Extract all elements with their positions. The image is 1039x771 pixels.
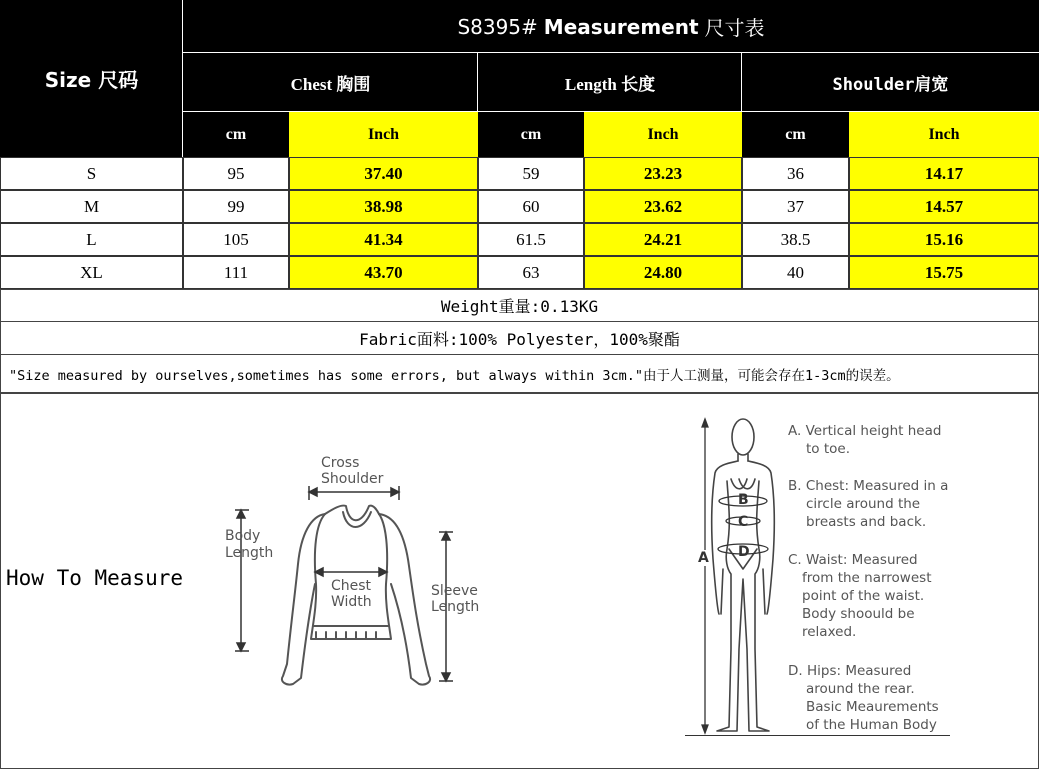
note-c-line: C. Waist: Measured: [788, 552, 918, 568]
marker-d: D: [738, 544, 750, 560]
unit-label: cm: [225, 125, 247, 143]
unit-label: Inch: [647, 125, 679, 143]
unit-inch-shoulder: [849, 112, 1039, 157]
unit-inch-length: [584, 112, 742, 157]
inch-value-cell: 15.16: [849, 223, 1039, 256]
unit-cm-chest: [183, 112, 289, 157]
cm-value-cell: 105: [183, 223, 289, 256]
human-body-diagram: [691, 409, 791, 739]
unit-cm-length: [478, 112, 584, 157]
note-a: [788, 422, 941, 458]
inch-value-cell: 23.62: [584, 190, 742, 223]
cm-value-cell: 60: [478, 190, 584, 223]
unit-inch-chest: [289, 112, 478, 157]
width-label: Width: [331, 594, 372, 610]
title-main: Measurement: [543, 14, 699, 39]
body-label: Body: [225, 528, 261, 544]
note-text: "Size measured by ourselves,sometimes has some errors, but always within 3cm."由于人工测量，可能会存在1-3cm的误差。: [9, 367, 900, 384]
chart-title: [183, 0, 1039, 53]
inch-value-cell: 38.98: [289, 190, 478, 223]
inch-value-cell: 41.34: [289, 223, 478, 256]
note-c-line: point of the waist.: [802, 588, 925, 604]
note-row: [0, 355, 1039, 393]
cm-value-cell: 99: [183, 190, 289, 223]
unit-label: cm: [785, 125, 806, 143]
how-to-measure-label: How To Measure: [6, 566, 184, 590]
how-to-measure-panel: [0, 393, 1039, 769]
sleeve-label: Sleeve: [431, 583, 478, 599]
note-c-line: from the narrowest: [802, 570, 932, 586]
note-b: [788, 477, 948, 531]
cm-value-cell: 59: [478, 157, 584, 190]
note-d-line: of the Human Body: [806, 717, 937, 733]
title-code: S8395#: [457, 14, 538, 39]
group-chest: [183, 53, 478, 112]
cm-value-cell: 61.5: [478, 223, 584, 256]
size-header: [0, 0, 183, 157]
size-cell: XL: [0, 256, 183, 289]
group-length: [478, 53, 742, 112]
inch-value-cell: 14.17: [849, 157, 1039, 190]
inch-value-cell: 23.23: [584, 157, 742, 190]
inch-value-cell: 14.57: [849, 190, 1039, 223]
note-c: [788, 551, 931, 641]
unit-label: Inch: [928, 125, 960, 143]
weight-text: Weight重量:0.13KG: [440, 297, 599, 316]
sweater-labels: [225, 455, 479, 615]
cm-value-cell: 38.5: [742, 223, 849, 256]
note-b-line: breasts and back.: [806, 514, 927, 530]
size-cell: L: [0, 223, 183, 256]
note-d-line: Basic Meaurements: [806, 699, 939, 715]
unit-label: Inch: [367, 125, 400, 143]
title-cn: 尺寸表: [704, 16, 765, 40]
note-a-line: A. Vertical height head: [788, 423, 942, 439]
size-header-label: Size 尺码: [44, 68, 139, 92]
cm-value-cell: 36: [742, 157, 849, 190]
cross-label: Cross: [321, 455, 360, 471]
note-d-line: around the rear.: [806, 681, 915, 697]
note-d-line: D. Hips: Measured: [788, 663, 912, 679]
marker-c: C: [738, 514, 749, 530]
sweater-diagram: [221, 454, 491, 694]
cm-value-cell: 37: [742, 190, 849, 223]
unit-cm-shoulder: [742, 112, 849, 157]
inch-value-cell: 43.70: [289, 256, 478, 289]
sleeve-length-label: Length: [431, 599, 480, 615]
inch-value-cell: 15.75: [849, 256, 1039, 289]
inch-value-cell: 37.40: [289, 157, 478, 190]
body-baseline: [685, 735, 950, 736]
size-cell: S: [0, 157, 183, 190]
chest-label: Chest: [331, 578, 372, 594]
note-a-line: to toe.: [806, 441, 850, 457]
cm-value-cell: 95: [183, 157, 289, 190]
cm-value-cell: 111: [183, 256, 289, 289]
weight-row: [0, 289, 1039, 322]
shoulder-label: Shoulder: [321, 471, 384, 487]
group-shoulder-label: Shoulder肩宽: [832, 75, 949, 95]
unit-label: cm: [520, 125, 542, 143]
cm-value-cell: 63: [478, 256, 584, 289]
group-shoulder: [742, 53, 1039, 112]
body-length-label: Length: [225, 545, 274, 561]
cm-value-cell: 40: [742, 256, 849, 289]
marker-a: A: [698, 550, 709, 566]
note-d: [788, 662, 939, 734]
note-c-line: Body shoould be: [802, 606, 915, 622]
group-length-label: Length 长度: [564, 75, 656, 94]
fabric-text: Fabric面料:100% Polyester，100%聚酯: [359, 329, 680, 349]
note-b-line: circle around the: [806, 496, 921, 512]
size-cell: M: [0, 190, 183, 223]
note-b-line: B. Chest: Measured in a: [788, 478, 949, 494]
marker-b: B: [738, 492, 749, 508]
note-c-line: relaxed.: [802, 624, 857, 640]
group-chest-label: Chest 胸围: [290, 75, 371, 94]
fabric-row: [0, 322, 1039, 355]
inch-value-cell: 24.21: [584, 223, 742, 256]
inch-value-cell: 24.80: [584, 256, 742, 289]
